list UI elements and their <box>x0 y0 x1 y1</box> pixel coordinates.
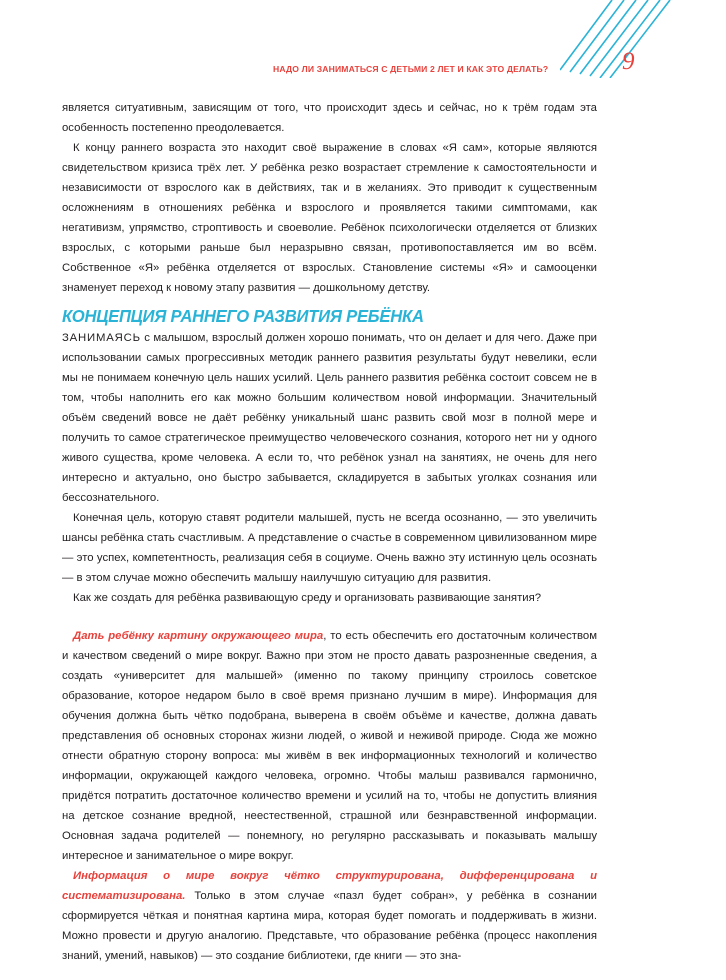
section-paragraph-3: Как же создать для ребёнка развивающую среду и организовать развивающие занятия? <box>73 592 542 604</box>
page-number: 9 <box>622 48 635 75</box>
section-paragraph-2: Конечная цель, которую ставят родители малышей, пусть не всегда осознанно, — это увеличить шансы ребёнка стать счастливым. А представление о счастье в современном цивилизованном мире — это успех, компетентность, реализация себя в социуме. Очень важно эту истинную цель осознать — в этом случае можно обеспечить малышу наилучшую ситуацию для развития. <box>62 512 597 584</box>
section-paragraph-1-text: с малышом, взрослый должен хорошо понимать, что он делает и для чего. Даже при использовании самых прогрессивных методик раннего развития результаты будут невелики, если мы не понимаем конечную цель наших усилий. Цель раннего развития ребёнка состоит совсем не в том, чтобы наполнить его как можно большим количеством новой информации. Значительный объём сведений вовсе не даёт ребёнку уникальный шанс развить свой мозг в полной мере и получить то самое стратегическое преимущество человеческого сознания, которого нет ни у одного живого существа, кроме человека. А если то, что ребёнок узнал на занятиях, не очень для него интересно и актуально, оно быстро забывается, складируется в забытых уголках сознания или бессознательного. <box>62 332 597 504</box>
decorative-stripes <box>560 0 726 78</box>
section-paragraph-5-text: Только в этом случае «пазл будет собран», у ребёнка в сознании сформируется чёткая и понятная картина мира, которая будет помогать и поддерживать в жизни. Можно провести и другую аналогию. Представьте, что образование ребёнка (процесс накопления знаний, умений, навыков) — это создание библиотеки, где книги — это зна- <box>62 890 597 962</box>
lead-word: ЗАНИМАЯСЬ <box>62 332 141 344</box>
intro-paragraph-1: является ситуативным, зависящим от того, что происходит здесь и сейчас, но к трём годам эта особенность постепенно преодолевается. <box>62 102 597 134</box>
page-body <box>62 98 597 966</box>
section-paragraph-4-text: , то есть обеспечить его достаточным количеством и качеством сведений о мире вокруг. Важно при этом не просто давать разрозненные сведения, а создать «университет для малышей» (именно по такому принципу строилось советское образование, которое недаром было в своё время признано лучшим в мире). Информация для обучения должна быть чётко подобрана, выверена в своём объёме и качестве, должна давать представления об основных сторонах жизни людей, о живой и неживой природе. Сюда же можно отнести обратную сторону вопроса: мы живём в век информационных технологий и количество информации, окружающей каждого человека, огромно. Чтобы малыш развивался гармонично, придётся потратить достаточное количество времени и усилий на то, чтобы не допустить влияния на детское сознание вредной, неестественной, страшной или безнравственной информации. Основная задача родителей — понемногу, но регулярно рассказывать и показывать малышу интересное и занимательное о мире вокруг. <box>62 630 597 862</box>
section-paragraph-5 <box>62 866 597 966</box>
section-heading: КОНЦЕПЦИЯ РАННЕГО РАЗВИТИЯ РЕБЁНКА <box>62 306 424 326</box>
section-paragraph-1 <box>62 328 597 508</box>
section-paragraph-4 <box>62 626 597 866</box>
emphasis-structured-info: Информация о мире вокруг чётко структурирована, дифференцирована и систематизирована. <box>62 870 597 902</box>
running-header: НАДО ЛИ ЗАНИМАТЬСЯ С ДЕТЬМИ 2 ЛЕТ И КАК ЭТО ДЕЛАТЬ? <box>273 64 549 74</box>
paragraph-gap <box>62 608 597 626</box>
intro-paragraph-2: К концу раннего возраста это находит своё выражение в словах «Я сам», которые являются свидетельством кризиса трёх лет. У ребёнка резко возрастает стремление к самостоятельности и независимости от взрослого как в действиях, так и в желаниях. Это приводит к существенным осложнениям в отношениях ребёнка и взрослого и проявляется такими симптомами, как негативизм, упрямство, строптивость и своеволие. Ребёнок психологически отделяется от близких взрослых, с которыми раньше был неразрывно связан, противопоставляется им во всём. Собственное «Я» ребёнка отделяется от взрослых. Становление системы «Я» и самооценки знаменует переход к новому этапу развития — дошкольному детству. <box>62 142 597 294</box>
emphasis-world-picture: Дать ребёнку картину окружающего мира <box>73 630 324 642</box>
